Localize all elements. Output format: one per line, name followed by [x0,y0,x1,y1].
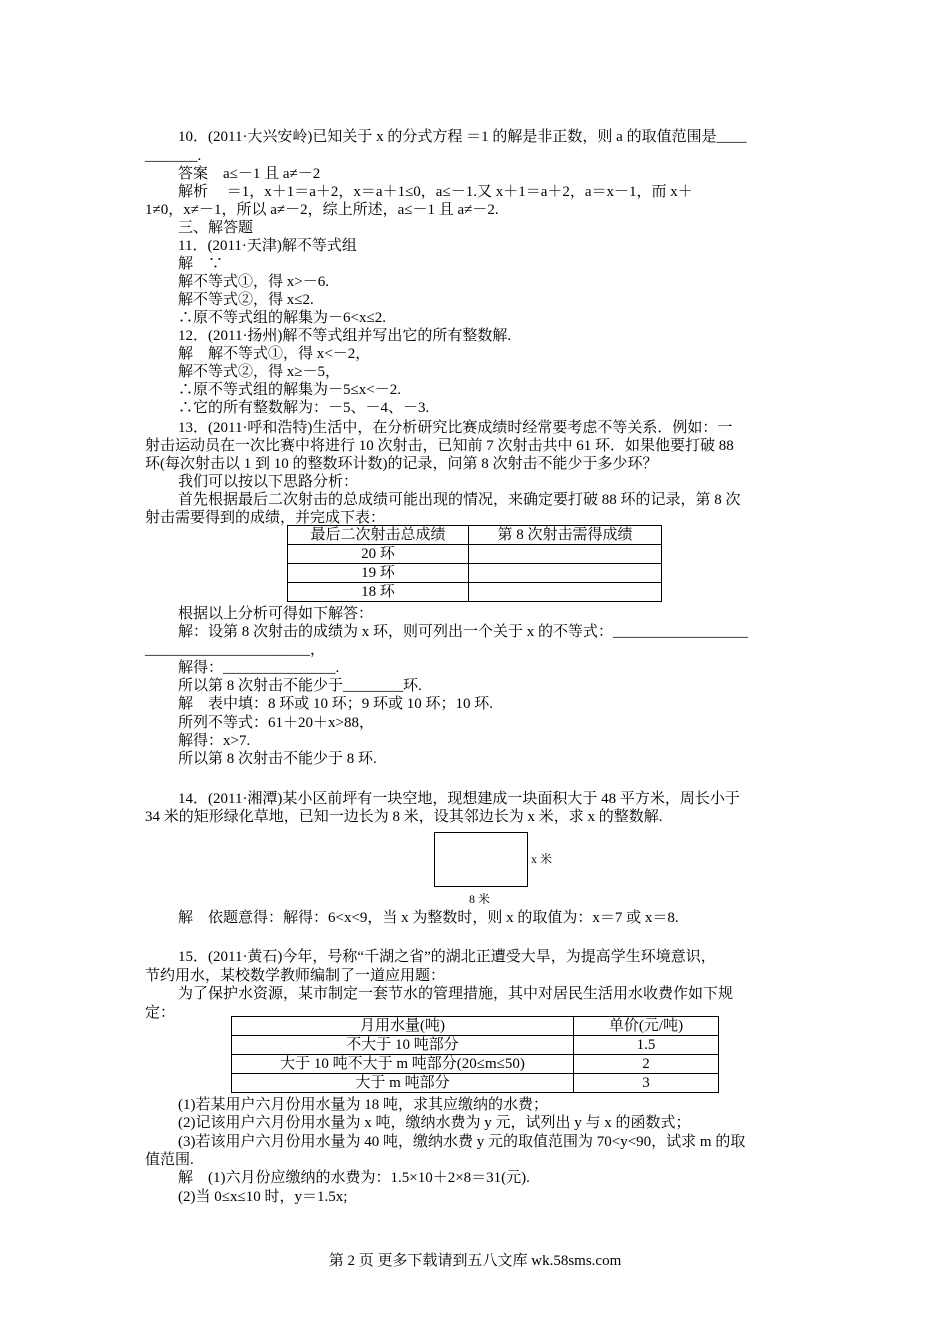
text-line: 为了保护水资源，某市制定一套节水的管理措施，其中对居民生活用水收费作如下规 [178,986,734,1002]
text-line: 13．(2011·呼和浩特)生活中，在分析研究比赛成绩时经常要考虑不等关系．例如：一 [178,420,733,436]
table-cell: 19 环 [288,564,469,583]
text-line: 1≠0，x≠－1，所以 a≠－2，综上所述，a≤－1 且 a≠－2. [145,202,499,218]
text-line: 所以第 8 次射击不能少于 8 环. [178,751,377,767]
table-header-row [288,526,662,545]
text-line: 环(每次射击以 1 到 10 的整数环计数)的记录，问第 8 次射击不能少于多少环？ [145,456,658,472]
text-line: _______. [145,148,202,164]
text-line: 所列不等式：61＋20＋x>88， [178,715,374,731]
text-line: 我们可以按以下思路分析： [178,474,359,490]
table-row [288,545,662,564]
text-line: 值范围. [145,1152,194,1168]
text-line: 解 依题意得：解得：6<x<9，当 x 为整数时，则 x 的取值为：x＝7 或 x＝8. [178,910,679,926]
text-line: (1)若某用户六月份用水量为 18 吨，求其应缴纳的水费； [178,1097,548,1113]
text-line: 解析 ＝1，x＋1＝a＋2，x＝a＋1≤0，a≤－1.又 x＋1＝a＋2，a＝x－1，而 x＋ [178,184,693,200]
table-cell: 大于 10 吨不大于 m 吨部分(20≤m≤50) [232,1055,574,1074]
text-line: 12．(2011·扬州)解不等式组并写出它的所有整数解. [178,328,512,344]
table-cell [469,583,662,602]
table-cell: 20 环 [288,545,469,564]
text-line: 根据以上分析可得如下解答： [178,606,374,622]
text-line: 所以第 8 次射击不能少于________环. [178,678,422,694]
table-header-cell: 月用水量(吨) [232,1017,574,1036]
text-line: ∴原不等式组的解集为－5≤x<－2. [178,382,401,398]
table-header-cell: 最后二次射击总成绩 [288,526,469,545]
text-line: ∴原不等式组的解集为－6<x≤2. [178,310,386,326]
text-line: 首先根据最后二次射击的总成绩可能出现的情况，来确定要打破 88 环的记录，第 8 次 [178,492,741,508]
text-line: 14．(2011·湘潭)某小区前坪有一块空地，现想建成一块面积大于 48 平方米，周长小于 [178,791,740,807]
table-cell: 18 环 [288,583,469,602]
table-row [232,1055,719,1074]
rectangle-side-label: x 米 [531,852,553,866]
text-line: (2)记该用户六月份用水量为 x 吨，缴纳水费为 y 元，试列出 y 与 x 的函数式； [178,1115,691,1131]
table-shooting-scores [287,525,662,602]
text-line: 射击需要得到的成绩，并完成下表： [145,510,386,526]
text-line: (2)当 0≤x≤10 时，y＝1.5x; [178,1189,348,1205]
table-header-cell: 第 8 次射击需得成绩 [469,526,662,545]
table-cell: 2 [574,1055,719,1074]
text-line: 解不等式①，得 x>－6. [178,274,329,290]
table-row [288,564,662,583]
table-cell [469,564,662,583]
text-line: 射击运动员在一次比赛中将进行 10 次射击，已知前 7 次射击共中 61 环．如果他要打破 88 [145,438,734,454]
text-line: (3)若该用户六月份用水量为 40 吨，缴纳水费 y 元的取值范围为 70<y<90，试求 m 的取 [178,1134,746,1150]
text-line: ∴它的所有整数解为：－5、－4、－3. [178,400,430,416]
text-line: 解 解不等式①，得 x<－2， [178,346,371,362]
text-line: 34 米的矩形绿化草地，已知一边长为 8 米，设其邻边长为 x 米，求 x 的整数解. [145,809,663,825]
text-line: 答案 a≤－1 且 a≠－2 [178,166,321,182]
text-line: 三、解答题 [178,220,254,236]
text-line: 解 ∵ [178,256,224,272]
rectangle-diagram [434,832,528,887]
table-cell [469,545,662,564]
table-row [232,1036,719,1055]
table-row [288,583,662,602]
table-header-cell: 单价(元/吨) [574,1017,719,1036]
text-line: 11．(2011·天津)解不等式组 [178,238,357,254]
text-line: 解得：_______________. [178,660,340,676]
text-line: 解得：x>7. [178,733,251,749]
text-line: 15．(2011·黄石)今年，号称“千湖之省”的湖北正遭受大旱，为提高学生环境意识， [178,949,716,965]
rectangle-bottom-label: 8 米 [469,892,491,906]
text-line: 节约用水，某校数学教师编制了一道应用题： [145,968,446,984]
table-cell: 不大于 10 吨部分 [232,1036,574,1055]
table-row [232,1074,719,1093]
text-line: 解不等式②，得 x≥－5， [178,364,340,380]
text-line: ______________________， [145,642,326,658]
text-line: 解 (1)六月份应缴纳的水费为：1.5×10＋2×8＝31(元). [178,1170,530,1186]
table-water-price [231,1016,719,1093]
table-cell: 3 [574,1074,719,1093]
table-header-row [232,1017,719,1036]
text-line: 解：设第 8 次射击的成绩为 x 环，则可列出一个关于 x 的不等式：__________________ [178,624,749,640]
text-line: 解 表中填：8 环或 10 环；9 环或 10 环；10 环. [178,696,494,712]
table-cell: 1.5 [574,1036,719,1055]
text-line: 10．(2011·大兴安岭)已知关于 x 的分式方程 ＝1 的解是非正数，则 a 的取值范围是____ [178,129,747,145]
table-cell: 大于 m 吨部分 [232,1074,574,1093]
text-line: 定： [145,1005,176,1021]
text-line: 解不等式②，得 x≤2. [178,292,314,308]
page-footer: 第 2 页 更多下载请到五八文库 wk.58sms.com [328,1253,622,1269]
